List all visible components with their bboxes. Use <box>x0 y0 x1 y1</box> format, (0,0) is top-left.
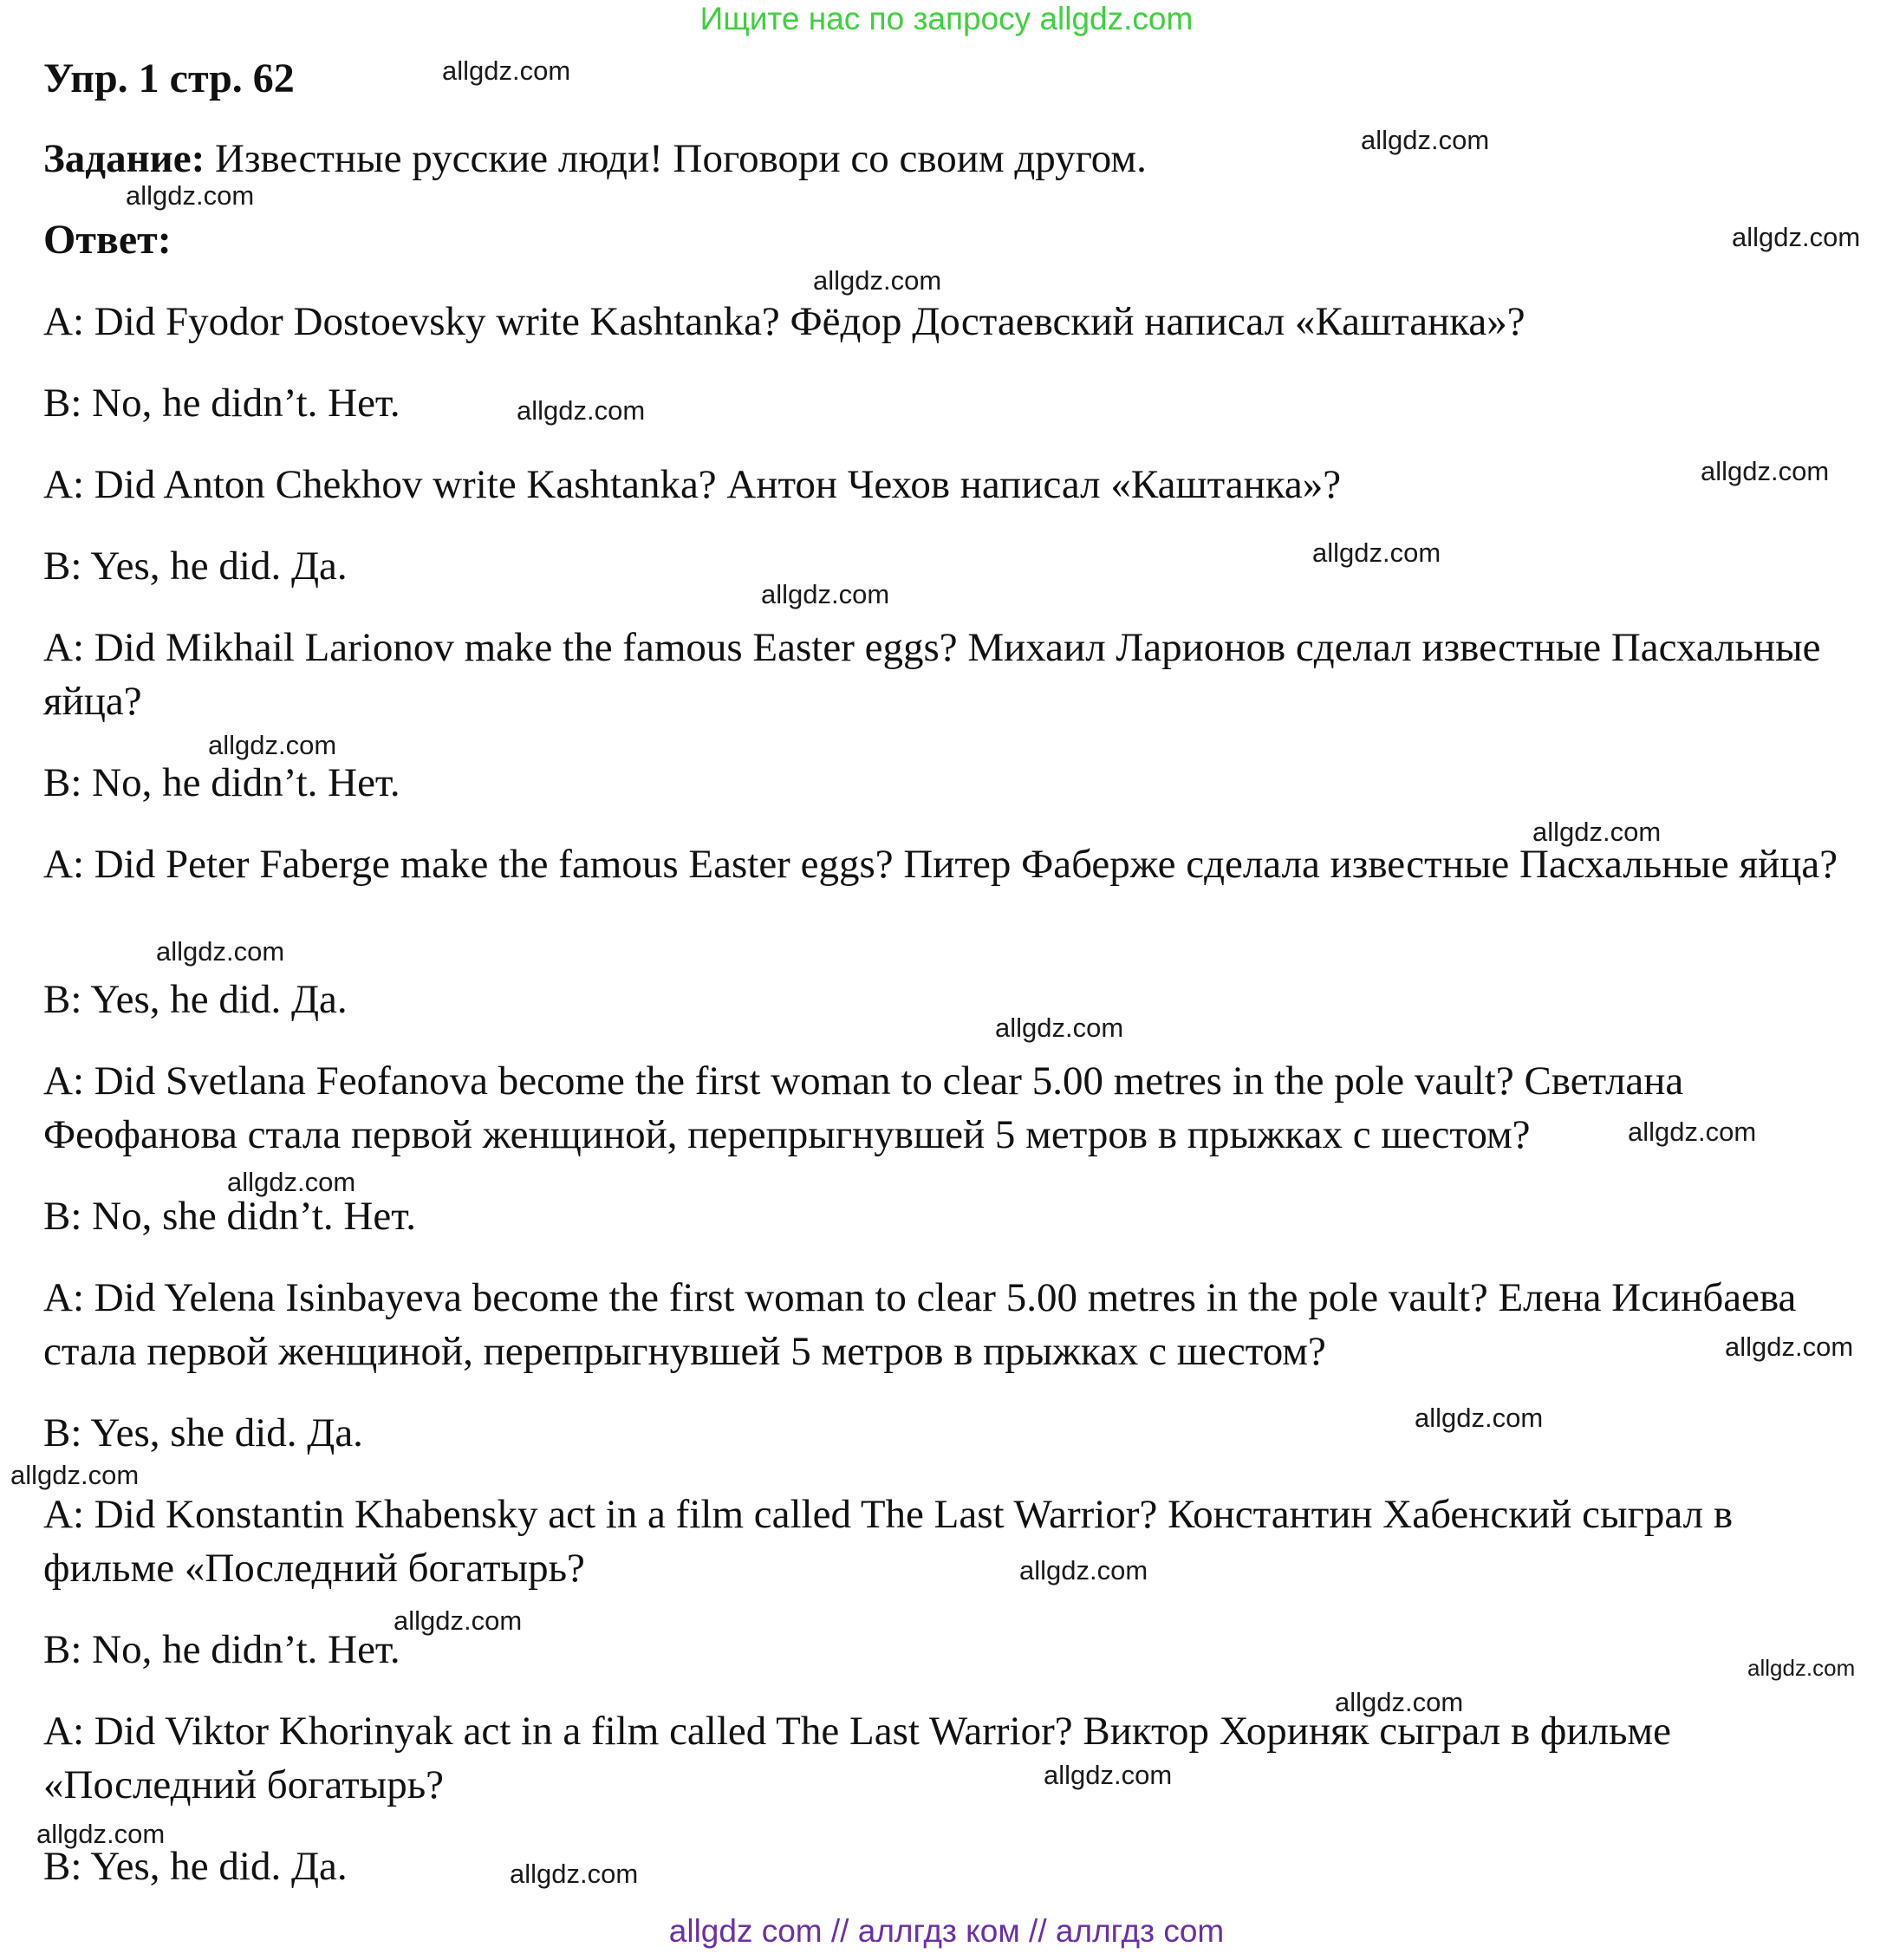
dialogue-line: B: Yes, she did. Да. <box>43 1410 363 1455</box>
watermark: allgdz.com <box>517 395 646 426</box>
dialogue-line: B: Yes, he did. Да. <box>43 977 348 1022</box>
watermark: allgdz.com <box>36 1819 166 1849</box>
watermark: allgdz.com <box>1732 222 1861 252</box>
dialogue-line: B: No, she didn’t. Нет. <box>43 1194 416 1239</box>
task-label: Задание: <box>43 136 205 181</box>
watermark: allgdz.com <box>1312 537 1441 568</box>
dialogue-line: A: Did Viktor Khorinyak act in a film called The Last Warrior? Виктор Хориняк сыграл в фильме «Последний богатырь? <box>43 1709 1672 1807</box>
task-text: Известные русские люди! Поговори со своим другом. <box>205 136 1147 181</box>
watermark: allgdz.com <box>1725 1332 1854 1362</box>
watermark: allgdz.com <box>1628 1117 1757 1147</box>
watermark: allgdz.com <box>1532 817 1662 847</box>
watermark: allgdz.com <box>1019 1555 1148 1586</box>
task-line <box>43 132 1855 186</box>
watermark: allgdz.com <box>1361 125 1490 155</box>
watermark: allgdz.com <box>761 579 890 609</box>
watermark: allgdz.com <box>126 180 255 211</box>
dialogue-line: A: Did Peter Faberge make the famous Easter eggs? Питер Фаберже сделала известные Пасхальные яйца? <box>43 842 1838 887</box>
dialogue-line: A: Did Anton Chekhov write Kashtanka? Антон Чехов написал «Каштанка»? <box>43 462 1342 507</box>
dialogue-line: A: Did Fyodor Dostoevsky write Kashtanka? Фёдор Достаевский написал «Каштанка»? <box>43 299 1525 344</box>
watermark: allgdz.com <box>1415 1403 1544 1433</box>
dialogue-line: A: Did Konstantin Khabensky act in a film called The Last Warrior? Константин Хабенский сыграл в фильме «Последний богатырь? <box>43 1492 1734 1591</box>
dialogue-line: B: No, he didn’t. Нет. <box>43 1627 400 1672</box>
watermark: allgdz.com <box>442 55 571 86</box>
search-banner: Ищите нас по запросу allgdz.com <box>699 1 1194 36</box>
footer-banner: allgdz com // аллгдз ком // аллгдз com <box>668 1913 1225 1949</box>
dialogue-line: A: Did Svetlana Feofanova become the first woman to clear 5.00 metres in the pole vault? Светлана Феофанова стала первой женщиной, перепрыгнувшей 5 метров в прыжках с шестом? <box>43 1058 1684 1157</box>
watermark: allgdz.com <box>156 936 285 967</box>
watermark: allgdz.com <box>1701 456 1830 486</box>
answer-label: Ответ: <box>43 217 172 263</box>
dialogue-line: B: No, he didn’t. Нет. <box>43 381 400 426</box>
dialogue-line: A: Did Yelena Isinbayeva become the first woman to clear 5.00 metres in the pole vault? Елена Исинбаева стала первой женщиной, перепрыгнувшей 5 метров в прыжках с шестом? <box>43 1275 1797 1374</box>
watermark: allgdz.com <box>394 1605 523 1636</box>
dialogue-line: B: Yes, he did. Да. <box>43 544 348 589</box>
watermark: allgdz.com <box>10 1460 140 1490</box>
dialogue-line: B: No, he didn’t. Нет. <box>43 760 400 805</box>
watermark: allgdz.com <box>1044 1760 1173 1790</box>
watermark: allgdz.com <box>1335 1687 1464 1717</box>
dialogue-line: B: Yes, he did. Да. <box>43 1844 348 1889</box>
watermark: allgdz.com <box>510 1859 639 1889</box>
watermark: allgdz.com <box>227 1167 356 1197</box>
watermark: allgdz.com <box>995 1013 1124 1043</box>
watermark: allgdz.com <box>1747 1655 1856 1681</box>
watermark: allgdz.com <box>813 265 942 296</box>
dialogue-line: A: Did Mikhail Larionov make the famous Easter eggs? Михаил Ларионов сделал известные Пасхальные яйца? <box>43 625 1821 724</box>
watermark: allgdz.com <box>208 730 337 760</box>
exercise-heading: Упр. 1 стр. 62 <box>43 55 295 101</box>
